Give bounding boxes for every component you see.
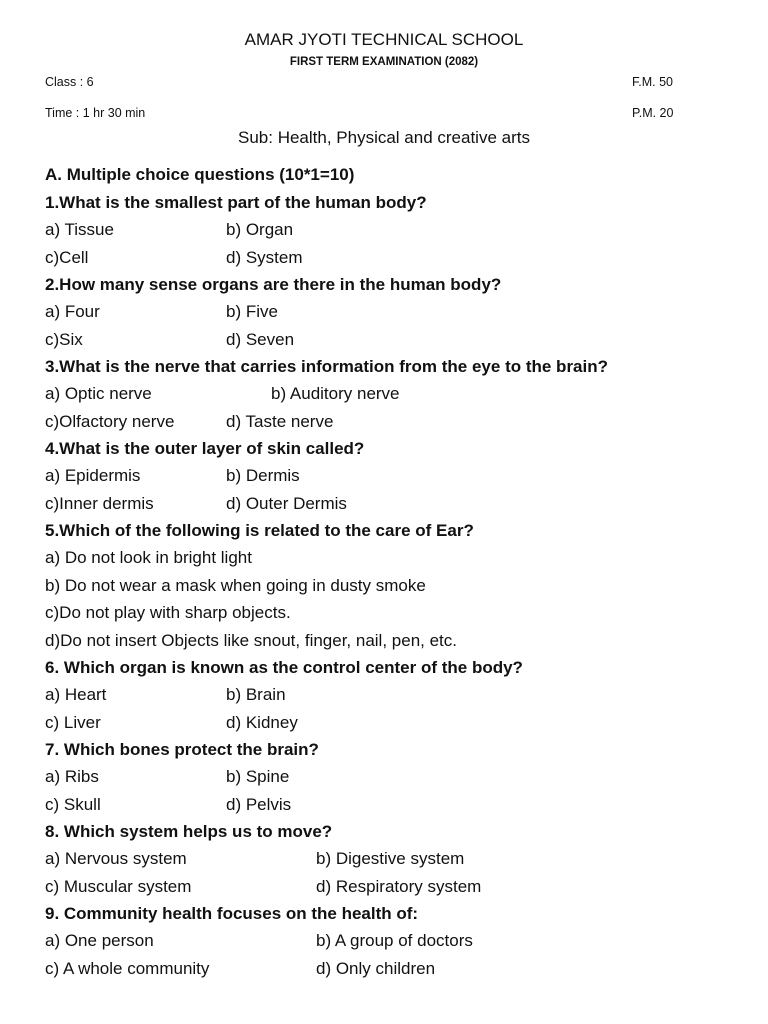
question-text: 7. Which bones protect the brain?	[45, 739, 319, 759]
option-text: c)Inner dermis	[45, 493, 154, 513]
option-row	[45, 244, 745, 271]
option-text: a) Heart	[45, 685, 107, 705]
option-text: d)Do not insert Objects like snout, finger, nail, pen, etc.	[45, 630, 457, 650]
option-text: a) One person	[45, 931, 154, 951]
option-text: b) Do not wear a mask when going in dusty smoke	[45, 575, 426, 595]
option-text: d) Kidney	[226, 712, 298, 732]
option-text: b) Organ	[226, 220, 294, 240]
question-text: 9. Community health focuses on the health of:	[45, 903, 419, 923]
exam-title: FIRST TERM EXAMINATION (2082)	[289, 56, 479, 68]
option-row	[45, 298, 745, 325]
pass-marks: P.M. 20	[632, 106, 674, 120]
option-text: c) Liver	[45, 712, 101, 732]
option-row	[45, 544, 745, 571]
option-text: c) Skull	[45, 794, 101, 814]
option-text: c) Muscular system	[45, 876, 192, 896]
option-row	[45, 955, 745, 982]
class-label: Class : 6	[45, 75, 94, 89]
option-text: a) Four	[45, 302, 100, 322]
option-text: d) Seven	[226, 329, 295, 349]
option-row	[45, 791, 745, 818]
subject-title: Sub: Health, Physical and creative arts	[238, 128, 530, 147]
option-text: b) Brain	[226, 685, 286, 705]
option-text: a) Ribs	[45, 767, 99, 787]
question-list	[45, 189, 745, 982]
option-text: d) Only children	[316, 958, 436, 978]
option-text: c)Do not play with sharp objects.	[45, 603, 291, 623]
option-row	[45, 763, 745, 790]
option-row	[45, 709, 745, 736]
option-text: a) Optic nerve	[45, 384, 152, 404]
question-text: 8. Which system helps us to move?	[45, 821, 333, 841]
time-label: Time : 1 hr 30 min	[45, 106, 146, 120]
option-text: c) A whole community	[45, 958, 210, 978]
option-row	[45, 326, 745, 353]
option-text: b) Auditory nerve	[271, 384, 400, 404]
option-row	[45, 599, 745, 626]
option-text: c)Six	[45, 329, 83, 349]
option-row	[45, 408, 745, 435]
option-text: c)Olfactory nerve	[45, 411, 175, 431]
option-row	[45, 873, 745, 900]
question-text: 4.What is the outer layer of skin called?	[45, 439, 365, 459]
option-text: b) A group of doctors	[316, 931, 473, 951]
option-row	[45, 927, 745, 954]
option-text: a) Tissue	[45, 220, 114, 240]
option-text: d) Outer Dermis	[226, 493, 347, 513]
option-text: c)Cell	[45, 247, 89, 267]
option-row	[45, 380, 745, 407]
school-name: AMAR JYOTI TECHNICAL SCHOOL	[244, 30, 524, 49]
option-row	[45, 845, 745, 872]
option-row	[45, 627, 745, 654]
option-row	[45, 462, 745, 489]
option-text: a) Nervous system	[45, 849, 187, 869]
question-text: 3.What is the nerve that carries information from the eye to the brain?	[45, 357, 609, 377]
option-row	[45, 490, 745, 517]
option-row	[45, 572, 745, 599]
option-text: b) Digestive system	[316, 849, 465, 869]
full-marks: F.M. 50	[632, 75, 673, 89]
section-title: A. Multiple choice questions (10*1=10)	[45, 165, 355, 184]
question-text: 1.What is the smallest part of the human body?	[45, 193, 427, 212]
option-text: a) Epidermis	[45, 466, 141, 486]
option-text: d) System	[226, 247, 303, 267]
question-text: 6. Which organ is known as the control center of the body?	[45, 657, 523, 677]
option-text: b) Five	[226, 302, 278, 322]
option-text: d) Taste nerve	[226, 411, 334, 431]
option-text: a) Do not look in bright light	[45, 548, 252, 568]
option-text: b) Spine	[226, 767, 290, 787]
question-text: 5.Which of the following is related to the care of Ear?	[45, 521, 474, 541]
option-row	[45, 216, 745, 243]
option-row	[45, 681, 745, 708]
question-text: 2.How many sense organs are there in the human body?	[45, 275, 502, 295]
option-text: b) Dermis	[226, 466, 300, 486]
option-text: d) Pelvis	[226, 794, 292, 814]
option-text: d) Respiratory system	[316, 876, 482, 896]
